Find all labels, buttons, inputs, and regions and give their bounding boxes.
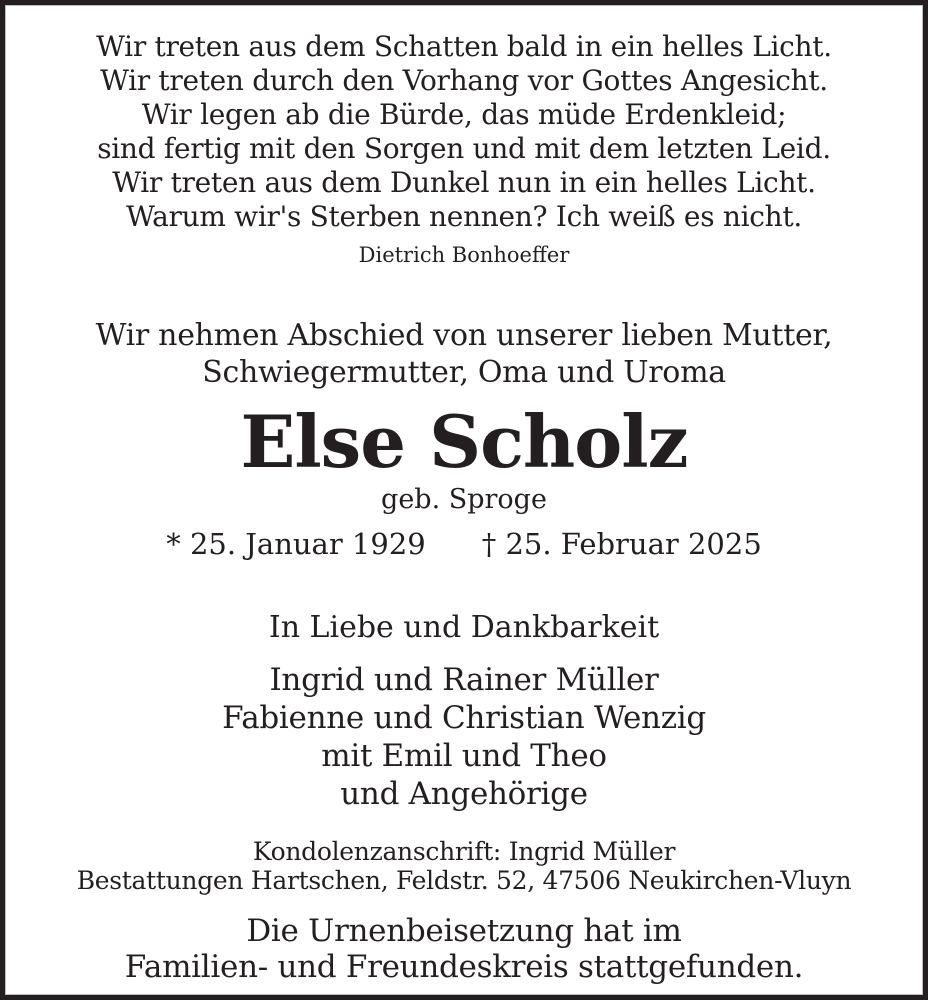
death-date: † 25. Februar 2025 [481,527,762,561]
farewell-phrase: In Liebe und Dankbarkeit [268,610,660,645]
poem-line: sind fertig mit den Sorgen und mit dem letzten Leid. [97,132,831,165]
burial-note [6,913,922,985]
mourner-line: Fabienne und Christian Wenzig [222,700,706,736]
poem [6,6,922,267]
burial-note-line: Die Urnenbeisetzung hat im [246,913,682,949]
mourner-line: mit Emil und Theo [321,738,607,774]
deceased-name: Else Scholz [240,399,688,484]
condolence-line: Kondolenzanschrift: Ingrid Müller [252,837,676,866]
life-dates [6,527,922,561]
poem-line: Wir treten durch den Vorhang vor Gottes Angesicht. [100,64,828,97]
mourner-line: und Angehörige [340,776,588,812]
obituary-inner-frame [5,5,923,995]
birth-date: * 25. Januar 1929 [166,527,426,561]
condolence-line: Bestattungen Hartschen, Feldstr. 52, 47506 Neukirchen-Vluyn [76,866,852,895]
farewell-announcement [6,317,922,391]
condolence-address [6,837,922,895]
poem-line: Wir treten aus dem Dunkel nun in ein helles Licht. [112,166,816,199]
mourner-line: Ingrid und Rainer Müller [269,662,659,698]
mourners-list [6,661,922,813]
deceased-birth-name: geb. Sproge [381,484,547,515]
burial-note-line: Familien- und Freundeskreis stattgefunden. [124,949,804,985]
announcement-line: Schwiegermutter, Oma und Uroma [202,355,726,390]
poem-line: Wir treten aus dem Schatten bald in ein helles Licht. [96,30,832,63]
announcement-line: Wir nehmen Abschied von unserer lieben Mutter, [95,318,833,353]
poem-attribution: Dietrich Bonhoeffer [358,243,570,267]
poem-line: Warum wir's Sterben nennen? Ich weiß es nicht. [126,200,802,233]
poem-line: Wir legen ab die Bürde, das müde Erdenkleid; [141,98,787,131]
